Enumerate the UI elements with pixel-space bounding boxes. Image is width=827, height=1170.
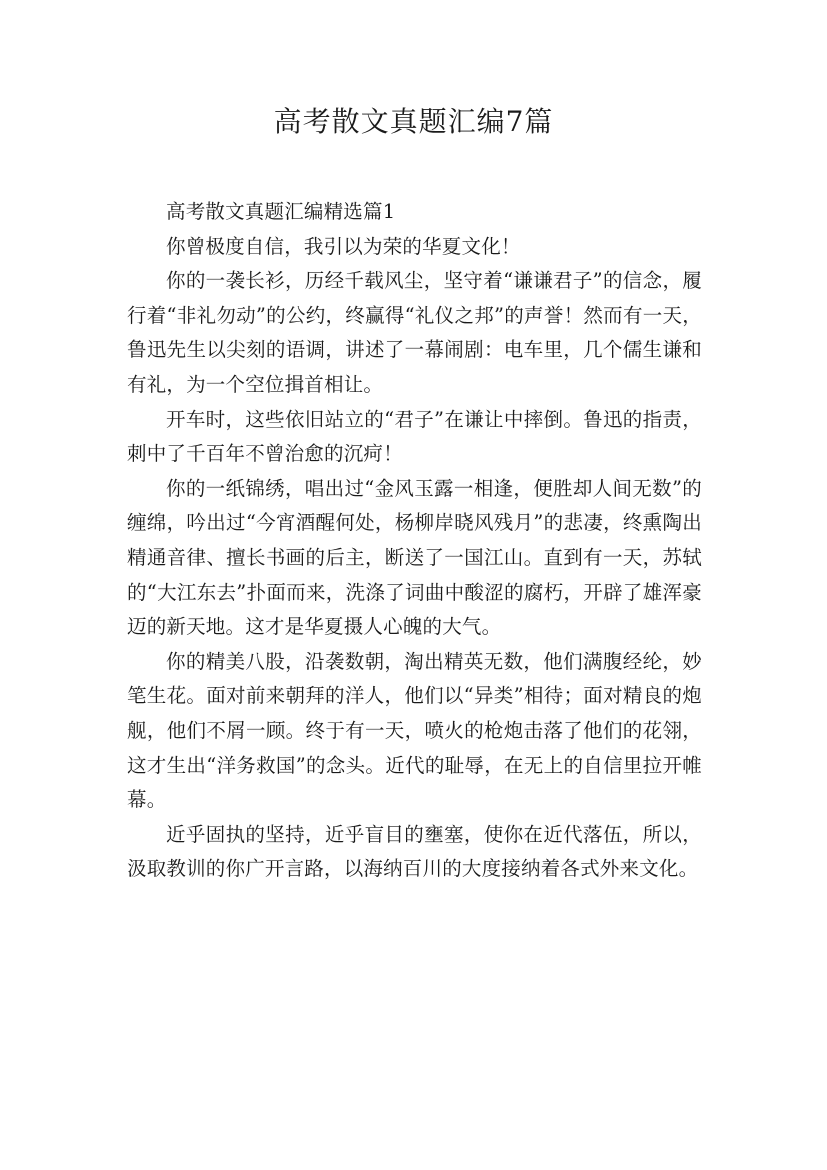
- paragraph: 你曾极度自信，我引以为荣的华夏文化！: [166, 234, 521, 258]
- document-title: 高考散文真题汇编7篇: [273, 105, 554, 138]
- paragraph: 开车时，这些依旧站立的“君子”在谦让中摔倒。鲁迅的指责，刺中了千百年不曾治愈的沉疴！: [127, 407, 702, 466]
- paragraph: 你的一袭长衫，历经千载风尘，坚守着“谦谦君子”的信念，履行着“非礼勿动”的公约，终赢得“礼仪之邦”的声誉！然而有一天，鲁迅先生以尖刻的语调，讲述了一幕闹剧：电车里，几个儒生谦和有礼，为一个空位揖首相让。: [127, 269, 702, 396]
- document-body: [127, 195, 702, 887]
- paragraph: 你的一纸锦绣，唱出过“金风玉露一相逢，便胜却人间无数”的缠绵，吟出过“今宵酒醒何处，杨柳岸晓风残月”的悲凄，终熏陶出精通音律、擅长书画的后主，断送了一国江山。直到有一天，苏轼的“大江东去”扑面而来，洗涤了词曲中酸涩的腐朽，开辟了雄浑豪迈的新天地。这才是华夏摄人心魄的大气。: [127, 476, 702, 639]
- paragraph-section-heading: 高考散文真题汇编精选篇1: [166, 200, 396, 223]
- paragraph: 近乎固执的坚持，近乎盲目的壅塞，使你在近代落伍，所以，汲取教训的你广开言路，以海纳百川的大度接纳着各式外来文化。: [127, 822, 702, 881]
- paragraph: 你的精美八股，沿袭数朝，淘出精英无数，他们满腹经纶，妙笔生花。面对前来朝拜的洋人，他们以“异类”相待；面对精良的炮舰，他们不屑一顾。终于有一天，喷火的枪炮击落了他们的花翎，这才生出“洋务救国”的念头。近代的耻辱，在无上的自信里拉开帷幕。: [127, 649, 702, 812]
